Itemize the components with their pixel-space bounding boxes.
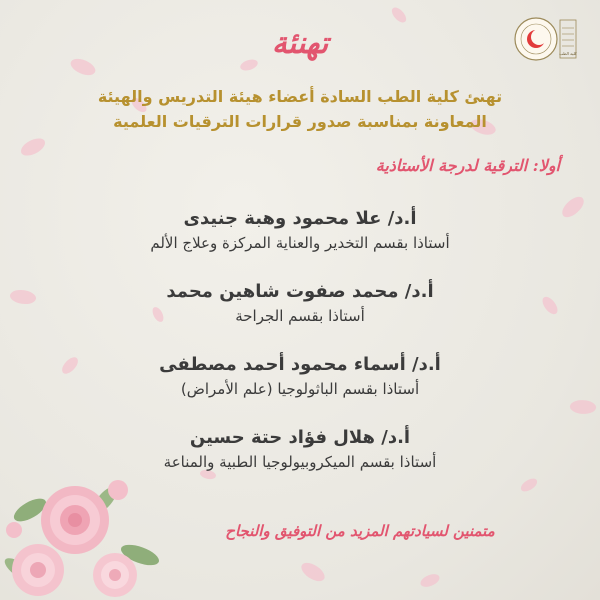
intro-text — [40, 84, 560, 134]
person-role: أستاذا بقسم الباثولوجيا (علم الأمراض) — [180, 380, 420, 398]
person-role: أستاذا بقسم الجراحة — [235, 307, 365, 325]
list-item — [40, 207, 560, 280]
person-name: أ.د/ علا محمود وهبة جنيدى — [183, 208, 417, 229]
petal-decoration — [390, 5, 409, 25]
petal-decoration — [419, 573, 441, 589]
person-name: أ.د/ أسماء محمود أحمد مصطفى — [159, 354, 441, 375]
section-heading: أولا: الترقية لدرجة الأستاذية — [375, 156, 560, 175]
person-role: أستاذا بقسم الميكروبيولوجيا الطبية والمناعة — [163, 453, 437, 471]
petal-decoration — [299, 558, 328, 585]
closing-message: متمنين لسيادتهم المزيد من التوفيق والنجاح — [225, 522, 495, 540]
promotions-list — [40, 207, 560, 499]
petal-decoration — [569, 398, 597, 416]
logo-text: كلية الطب — [559, 51, 577, 56]
petal-decoration — [9, 287, 38, 307]
list-item — [40, 353, 560, 426]
petal-decoration — [18, 136, 47, 158]
intro-line: المعاونة بمناسبة صدور قرارات الترقيات العلمية — [113, 112, 487, 131]
intro-line: تهنئ كلية الطب السادة أعضاء هيئة التدريس والهيئة — [97, 87, 503, 106]
person-role: أستاذا بقسم التخدير والعناية المركزة وعلاج الألم — [150, 234, 450, 252]
list-item — [40, 280, 560, 353]
petal-decoration — [558, 194, 587, 220]
page-title: تهنئة — [271, 26, 329, 61]
person-name: أ.د/ محمد صفوت شاهين محمد — [166, 281, 434, 302]
person-name: أ.د/ هلال فؤاد حتة حسين — [189, 427, 411, 448]
roses-decoration — [0, 460, 180, 600]
